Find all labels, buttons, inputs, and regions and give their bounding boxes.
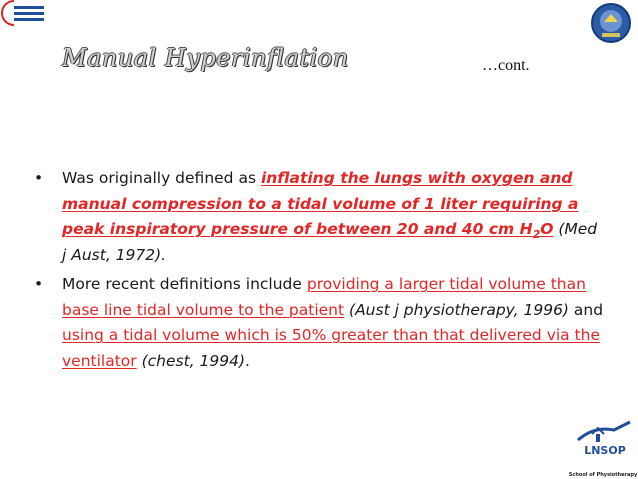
bullet-intro: More recent definitions include: [62, 275, 307, 293]
citation: (Med j Aust, 1972).: [62, 220, 598, 264]
bullet-item: [34, 272, 606, 374]
logo-caption: School of Physiotherapy: [568, 472, 638, 478]
highlighted-definition: inflating the lungs with oxygen and manual compression to a tidal volume of 1 liter requiring a peak inspiratory pressure of between 20 and 40 cm $H_2O$: [62, 169, 579, 242]
slide-body: [34, 166, 606, 378]
subscript: 2: [532, 228, 541, 242]
highlighted-definition: providing a larger tidal volume than base line tidal volume to the patient: [62, 275, 586, 319]
continuation-label: …cont.: [482, 57, 530, 74]
end-punctuation: .: [245, 351, 250, 370]
citation: (Aust j physiotherapy, 1996): [344, 300, 569, 319]
connector-text: and: [568, 300, 604, 319]
logo-text: LNSOP: [584, 444, 626, 457]
university-emblem-icon: [590, 2, 632, 44]
brand-logo-icon: [0, 0, 48, 26]
bullet-intro: Was originally defined as: [62, 169, 261, 187]
citation: (chest, 1994): [136, 351, 246, 370]
highlighted-definition: using a tidal volume which is 50% greater than that delivered via the ventilator: [62, 326, 601, 370]
bullet-item: [34, 166, 606, 268]
bullet-symbol: •: [34, 275, 44, 293]
bullet-symbol: •: [34, 169, 44, 187]
lnsop-logo-icon: [574, 420, 636, 458]
slide-title: Manual Hyperinflation: [62, 44, 349, 72]
